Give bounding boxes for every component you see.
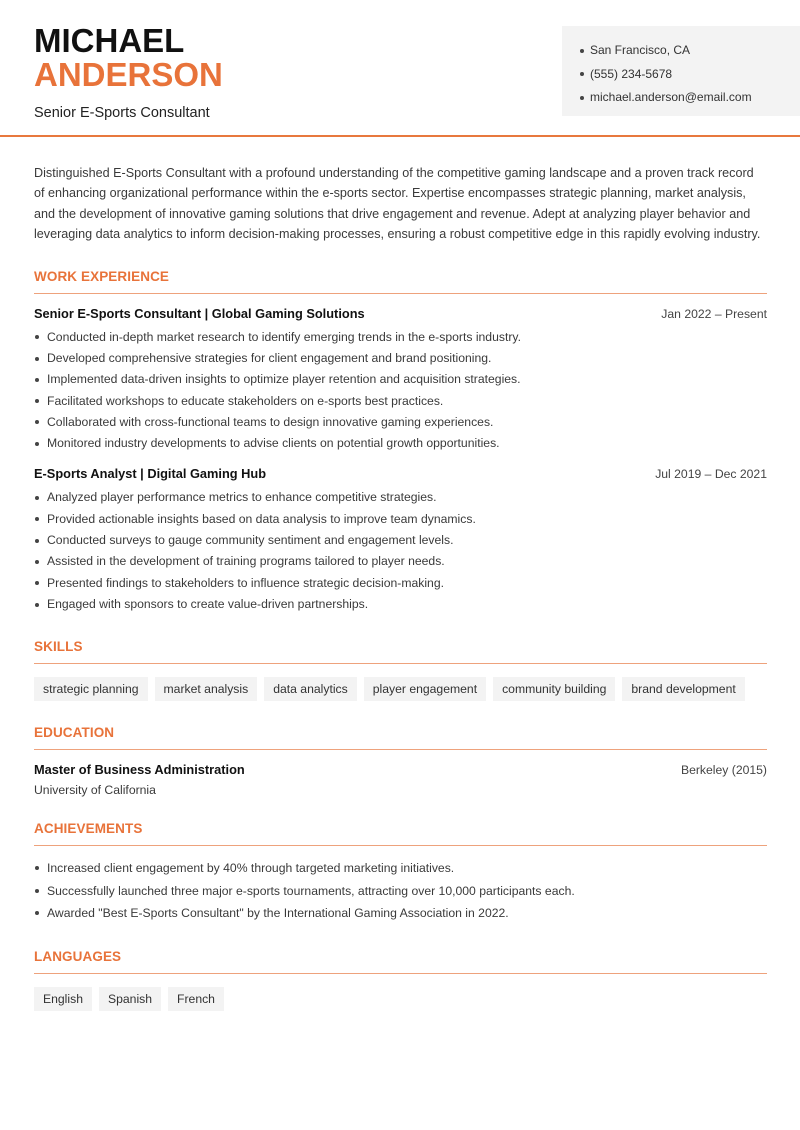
list-item: Collaborated with cross-functional teams to design innovative gaming experiences. [34,412,767,433]
list-item: Awarded "Best E-Sports Consultant" by the International Gaming Association in 2022. [34,902,767,925]
skill-tag: brand development [622,677,744,701]
bullet-icon [35,357,39,361]
first-name: MICHAEL [34,22,185,59]
skill-tag: community building [493,677,615,701]
language-tag: Spanish [99,987,161,1011]
bullet-icon [35,603,39,607]
list-item: Monitored industry developments to advise clients on potential growth opportunities. [34,433,767,454]
achievements-list [34,857,767,925]
bullet-icon [35,560,39,564]
bullet-icon [35,866,39,870]
skill-tag: player engagement [364,677,486,701]
bullet-icon [35,442,39,446]
job-title: Senior E-Sports Consultant [34,105,210,121]
job-dates: Jan 2022 – Present [661,306,767,321]
summary: Distinguished E-Sports Consultant with a profound understanding of the competitive gaming landscape and a proven track record of enhancing organizational performance within the e-sports sector. Expertise encompasses strategic planning, market analysis, and the development of innovative gaming solutions that drive engagement and revenue. Adept at analyzing player behavior and leveraging data analytics to inform decision-making processes, ensuring a robust competitive edge in this rapidly evolving industry. [34,166,761,242]
bullet-icon [580,96,584,100]
skill-tag: data analytics [264,677,357,701]
degree: Master of Business Administration [34,762,245,778]
job-dates: Jul 2019 – Dec 2021 [655,467,767,482]
skills-tags [34,677,767,701]
list-item: Successfully launched three major e-sports tournaments, attracting over 10,000 participants each. [34,880,767,903]
bullet-icon [580,72,584,76]
job-role: Senior E-Sports Consultant | Global Gaming Solutions [34,305,365,321]
language-tag: French [168,987,224,1011]
list-item: Presented findings to stakeholders to influence strategic decision-making. [34,573,767,594]
section-title-skills: SKILLS [34,639,767,664]
bullet-icon [35,496,39,500]
section-title-education: EDUCATION [34,725,767,750]
list-item: Analyzed player performance metrics to enhance competitive strategies. [34,487,767,508]
contact-box [562,26,800,116]
contact-email: michael.anderson@email.com [580,86,800,110]
list-item: Implemented data-driven insights to optimize player retention and acquisition strategies. [34,369,767,390]
language-tags [34,987,767,1011]
list-item: Conducted surveys to gauge community sentiment and engagement levels. [34,530,767,551]
section-title-languages: LANGUAGES [34,949,767,974]
bullet-icon [35,911,39,915]
bullet-icon [35,399,39,403]
contact-phone: (555) 234-5678 [580,63,800,87]
education-location-year: Berkeley (2015) [680,763,767,778]
bullet-icon [35,335,39,339]
name-block [34,24,223,121]
bullet-icon [35,889,39,893]
bullet-icon [580,49,584,53]
resume-body [34,163,767,1011]
job-entry [34,466,767,615]
bullet-icon [35,581,39,585]
contact-location: San Francisco, CA [580,39,800,63]
job-bullets [34,327,767,455]
skill-tag: market analysis [155,677,258,701]
job-role: E-Sports Analyst | Digital Gaming Hub [34,466,267,482]
job-bullets [34,487,767,615]
bullet-icon [35,420,39,424]
section-title-achievements: ACHIEVEMENTS [34,821,767,846]
list-item: Provided actionable insights based on data analysis to improve team dynamics. [34,509,767,530]
resume-header [0,0,800,137]
skill-tag: strategic planning [34,677,148,701]
list-item: Facilitated workshops to educate stakeholders on e-sports best practices. [34,391,767,412]
list-item: Engaged with sponsors to create value-driven partnerships. [34,594,767,615]
education-entry [34,762,767,797]
list-item: Assisted in the development of training programs tailored to player needs. [34,551,767,572]
last-name: ANDERSON [34,56,223,93]
bullet-icon [35,517,39,521]
school: University of California [34,783,156,798]
section-title-work: WORK EXPERIENCE [34,269,767,294]
list-item: Conducted in-depth market research to identify emerging trends in the e-sports industry. [34,327,767,348]
list-item: Developed comprehensive strategies for client engagement and brand positioning. [34,348,767,369]
language-tag: English [34,987,92,1011]
list-item: Increased client engagement by 40% through targeted marketing initiatives. [34,857,767,880]
bullet-icon [35,378,39,382]
job-entry [34,306,767,455]
bullet-icon [35,539,39,543]
